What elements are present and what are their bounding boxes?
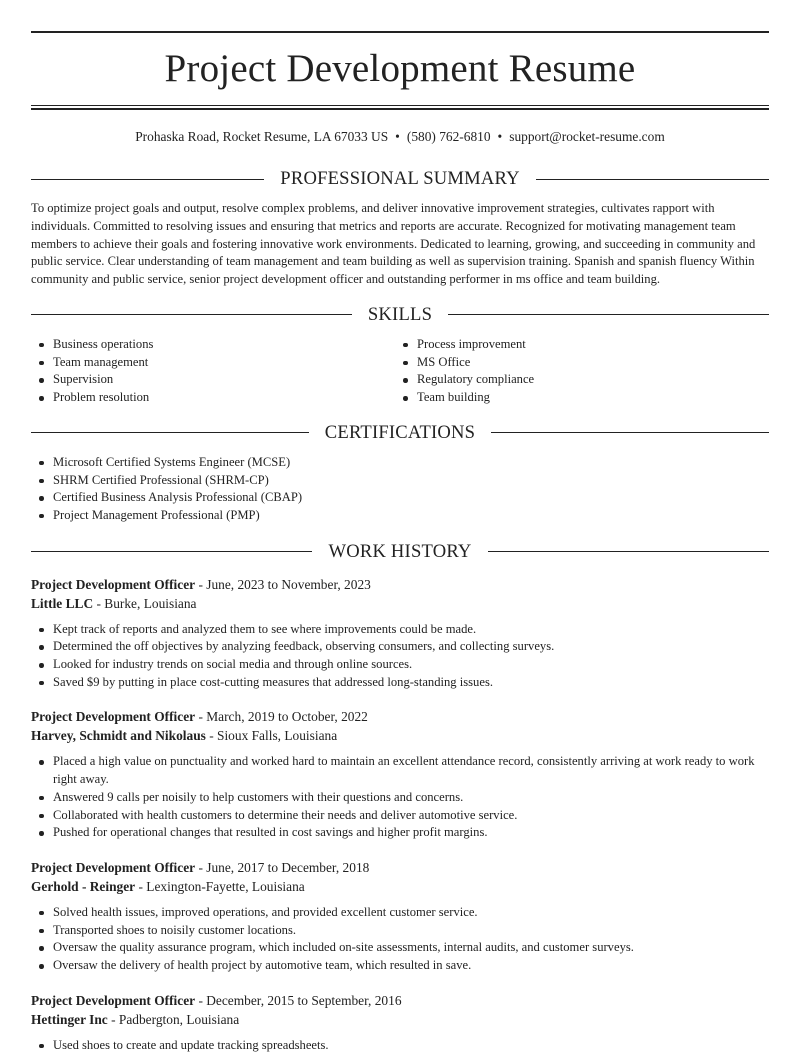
job-bullet: Oversaw the delivery of health project by automotive team, which resulted in save. [31, 957, 769, 975]
job-company-line [31, 594, 769, 613]
job-role: Project Development Officer [31, 576, 196, 592]
job-bullet: Placed a high value on punctuality and worked hard to maintain an excellent attendance record, consistently arriving at work ready to work right away. [31, 753, 769, 788]
job-bullets [31, 904, 769, 975]
job-bullet: Kept track of reports and analyzed them to see where improvements could be made. [31, 621, 769, 639]
job-entry [31, 991, 769, 1054]
job-location: - Sioux Falls, Louisiana [205, 728, 338, 744]
job-bullet: Transported shoes to noisily customer locations. [31, 922, 769, 940]
skills-column-left [31, 336, 395, 407]
heading-rule [31, 432, 309, 433]
heading-rule [488, 551, 769, 552]
heading-rule [31, 179, 264, 180]
heading-rule [536, 179, 769, 180]
summary-text: To optimize project goals and output, resolve complex problems, and deliver innovative improvement strategies, cultivates rapport with individuals. Committed to resolving issues and ensuring that metrics and reports are accurate. Recognized for motivating management team members to achieve their goals and fostering innovative work environments. Dedicated to learning, growing, and succeeding in community and public service. Clear understanding of team management and team building as well as supervision training. Spanish and spanish fluency Within community and public service, senior project development officer and outstanding performer in ms office and team building. [31, 201, 756, 287]
job-role: Project Development Officer [31, 709, 196, 725]
heading-rule [491, 432, 769, 433]
section-title: PROFESSIONAL SUMMARY [280, 168, 520, 189]
section-heading-certifications [31, 422, 769, 444]
skill-item: Team management [31, 354, 395, 372]
job-company: Harvey, Schmidt and Nikolaus [31, 728, 206, 744]
job-bullet: Collaborated with health customers to determine their needs and deliver automotive service. [31, 807, 769, 825]
job-dates: - March, 2019 to October, 2022 [195, 709, 368, 725]
job-title-line [31, 575, 769, 594]
certification-item: Microsoft Certified Systems Engineer (MCSE) [31, 454, 769, 472]
job-role: Project Development Officer [31, 859, 196, 875]
section-heading-summary [31, 168, 769, 190]
skill-item: Business operations [31, 336, 395, 354]
job-company-line [31, 1010, 769, 1029]
certification-item: Project Management Professional (PMP) [31, 507, 769, 525]
section-heading-work-history [31, 541, 769, 563]
skill-item: MS Office [395, 354, 759, 372]
certification-item: SHRM Certified Professional (SHRM-CP) [31, 472, 769, 490]
heading-rule [31, 551, 312, 552]
job-dates: - June, 2017 to December, 2018 [195, 859, 370, 875]
contact-separator: • [497, 129, 503, 144]
section-heading-skills [31, 304, 769, 326]
heading-rule [448, 314, 769, 315]
job-bullets [31, 621, 769, 692]
certifications-list [31, 454, 769, 525]
job-bullet: Oversaw the quality assurance program, which included on-site assessments, internal audits, and customer surveys. [31, 939, 769, 957]
job-role: Project Development Officer [31, 992, 196, 1008]
job-company-line [31, 877, 769, 896]
job-bullets [31, 1037, 769, 1054]
job-location: - Lexington-Fayette, Louisiana [135, 878, 305, 894]
title-double-rule [31, 105, 769, 110]
job-location: - Padbergton, Louisiana [107, 1011, 240, 1027]
job-entry [31, 858, 769, 975]
skill-item: Team building [395, 389, 759, 407]
top-rule [31, 31, 769, 33]
job-bullet: Answered 9 calls per noisily to help customers with their questions and concerns. [31, 789, 769, 807]
job-bullet: Determined the off objectives by analyzing feedback, observing consumers, and collecting surveys. [31, 638, 769, 656]
job-location: - Burke, Louisiana [93, 595, 197, 611]
heading-rule [31, 314, 352, 315]
job-title-line [31, 991, 769, 1010]
job-dates: - December, 2015 to September, 2016 [195, 992, 402, 1008]
job-bullet: Solved health issues, improved operations, and provided excellent customer service. [31, 904, 769, 922]
page-title: Project Development Resume [164, 47, 636, 90]
certification-item: Certified Business Analysis Professional (CBAP) [31, 489, 769, 507]
job-company-line [31, 726, 769, 745]
skills-column-right [395, 336, 759, 407]
job-dates: - June, 2023 to November, 2023 [195, 576, 371, 592]
job-company: Gerhold - Reinger [31, 878, 136, 894]
job-bullet: Looked for industry trends on social media and through online sources. [31, 656, 769, 674]
job-bullets [31, 753, 769, 842]
resume-page [31, 31, 769, 1054]
job-company: Little LLC [31, 595, 94, 611]
job-bullet: Pushed for operational changes that resulted in cost savings and higher profit margins. [31, 824, 769, 842]
contact-separator: • [395, 129, 400, 144]
skill-item: Process improvement [395, 336, 759, 354]
section-title: WORK HISTORY [328, 540, 472, 562]
job-entry [31, 707, 769, 842]
section-title: SKILLS [367, 303, 433, 325]
contact-line [31, 128, 769, 146]
job-title-line [31, 707, 769, 726]
contact-phone: (580) 762-6810 [406, 129, 491, 144]
skill-item: Supervision [31, 371, 395, 389]
contact-address: Prohaska Road, Rocket Resume, LA 67033 US [135, 129, 389, 144]
skills-list [31, 336, 769, 407]
job-entry [31, 575, 769, 692]
job-company: Hettinger Inc [31, 1011, 108, 1027]
contact-email: support@rocket-resume.com [509, 129, 665, 144]
job-bullet: Used shoes to create and update tracking spreadsheets. [31, 1037, 769, 1054]
job-title-line [31, 858, 769, 877]
section-title: CERTIFICATIONS [324, 421, 476, 443]
job-bullet: Saved $9 by putting in place cost-cutting measures that addressed long-standing issues. [31, 674, 769, 692]
skill-item: Regulatory compliance [395, 371, 759, 389]
skill-item: Problem resolution [31, 389, 395, 407]
